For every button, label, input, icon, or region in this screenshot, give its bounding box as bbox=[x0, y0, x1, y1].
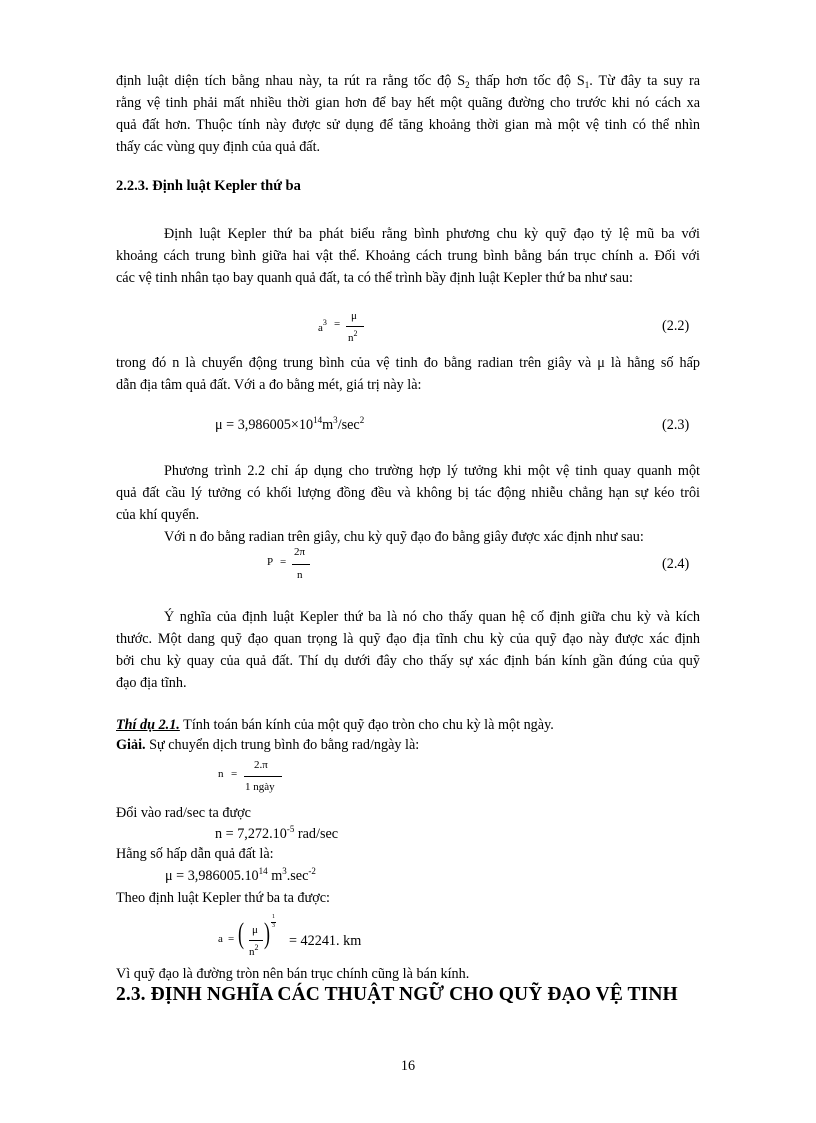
conclusion-text: Vì quỹ đạo là đường tròn nên bán trục chính cũng là bán kính. bbox=[116, 966, 470, 982]
paragraph-1 bbox=[116, 70, 700, 158]
eq22-equals: = bbox=[334, 318, 341, 330]
paragraph-1-line-2: rằng vệ tinh phải mất nhiều thời gian hơn để bay hết một quãng đường cho trước khi nó cách xa bbox=[116, 95, 700, 111]
eq22-number: (2.2) bbox=[662, 318, 690, 334]
paragraph-4-line-3: của khí quyển. bbox=[116, 507, 200, 523]
eqn-fraction-bar bbox=[244, 776, 282, 777]
n-value: $n = 7,272.10^{-5}$ rad/sec bbox=[215, 824, 339, 842]
paragraph-5 bbox=[116, 606, 700, 694]
paragraph-5-line-2: thước. Một dang quỹ đạo quan trọng là quỹ đạo địa tĩnh chu kỳ của quỹ đạo này được xác định bbox=[116, 631, 700, 647]
eqn-denominator: 1 ngày bbox=[245, 781, 275, 793]
page-number: 16 bbox=[400, 1058, 416, 1074]
eq24-numerator: 2π bbox=[294, 546, 306, 558]
section-heading-2-2-3: 2.2.3. Định luật Kepler thứ ba bbox=[116, 178, 301, 194]
eq24-equals: = bbox=[280, 556, 287, 568]
paragraph-4-line-2: quả đất cầu lý tưởng có khối lượng đồng đều và không bị tác động nhiễu chẳng hạn sự kéo trôi bbox=[116, 485, 700, 501]
gravitational-constant-text: Hằng số hấp dẫn quả đất là: bbox=[116, 846, 274, 862]
paragraph-2-line-1: Định luật Kepler thứ ba phát biểu rằng bình phương chu kỳ quỹ đạo tỷ lệ mũ ba với bbox=[164, 226, 700, 242]
paragraph-3 bbox=[116, 352, 700, 396]
paragraph-2-line-2: khoảng cách trung bình giữa hai vật thể. Khoảng cách trung bình bằng bán trục chính a. Đối với bbox=[116, 248, 700, 264]
example-label: Thí dụ 2.1. bbox=[116, 717, 180, 733]
paragraph-1-line-3: quả đất hơn. Thuộc tính này được sử dụng để tăng khoảng thời gian mà một vệ tinh có thể nhìn bbox=[116, 117, 700, 133]
example-title: Thí dụ 2.1. Tính toán bán kính của một quỹ đạo tròn cho chu kỳ là một ngày. bbox=[116, 717, 554, 733]
paragraph-2-line-3: các vệ tinh nhân tạo bay quanh quả đất, ta có thể trình bầy định luật Kepler thứ ba như sau: bbox=[116, 270, 633, 286]
eqn-equals: = bbox=[231, 768, 238, 780]
mu-value: $\mu = 3,986005.10^{14}$ $m^3.\sec^{-2}$ bbox=[165, 866, 316, 884]
eq24-lhs: P bbox=[267, 556, 274, 568]
eqa-lhs: a bbox=[218, 933, 223, 945]
eqn-numerator: 2.π bbox=[254, 759, 268, 771]
eqa-exp-denominator: 3 bbox=[272, 923, 275, 929]
eq24-number: (2.4) bbox=[662, 556, 690, 572]
eq22-denominator: $n^2$ bbox=[348, 329, 358, 344]
eq24-fraction-bar bbox=[292, 564, 310, 565]
eqa-denominator: $n^2$ bbox=[249, 943, 259, 958]
paragraph-5-line-3: bởi chu kỳ quay của quả đất. Thí dụ dưới đây cho thấy sự xác định bán kính gần đúng của quỹ bbox=[116, 653, 700, 669]
solution-line: Giải. Sự chuyển dịch trung bình đo bằng rad/ngày là: bbox=[116, 737, 420, 753]
section-heading-2-3: 2.3. ĐỊNH NGHĨA CÁC THUẬT NGỮ CHO QUỸ ĐẠO VỆ TINH bbox=[116, 984, 678, 1005]
conversion-text: Đổi vào rad/sec ta được bbox=[116, 805, 251, 821]
eq22-lhs: $a^3$ bbox=[318, 318, 327, 334]
eqa-left-paren: ( bbox=[238, 917, 244, 950]
eqa-numerator: μ bbox=[252, 924, 258, 936]
eqa-equals: = bbox=[228, 933, 235, 945]
paragraph-1-line-1: định luật diện tích bằng nhau này, ta rút ra rằng tốc độ $S_2$ thấp hơn tốc độ $S_1$. Từ đây ta suy ra bbox=[116, 73, 701, 90]
paragraph-5-line-1: Ý nghĩa của định luật Kepler thứ ba là nó cho thấy quan hệ cố định giữa chu kỳ và kích bbox=[164, 609, 700, 625]
paragraph-5-line-4: đạo địa tĩnh. bbox=[116, 675, 187, 691]
eqn-lhs: n bbox=[218, 768, 224, 780]
paragraph-4-line-1: Phương trình 2.2 chỉ áp dụng cho trường hợp lý tưởng khi một vệ tinh quay quanh một bbox=[164, 463, 700, 479]
eqa-result: = 42241. km bbox=[289, 933, 362, 949]
eqa-fraction-bar bbox=[249, 940, 263, 941]
eq23-body: $\mu = 3,986005\times 10^{14}m^3/\sec^2$ bbox=[215, 415, 365, 433]
eq23-number: (2.3) bbox=[662, 417, 690, 433]
paragraph-3-line-2: dẫn địa tâm quả đất. Với a đo bằng mét, giá trị này là: bbox=[116, 377, 422, 393]
paragraph-3-line-1: trong đó n là chuyển động trung bình của vệ tinh đo bằng radian trên giây và μ là hằng số hấp bbox=[116, 355, 700, 371]
eqa-right-paren: ) bbox=[264, 917, 270, 950]
paragraph-1-line-4: thấy các vùng quy định của quả đất. bbox=[116, 139, 321, 155]
paragraph-2 bbox=[116, 223, 700, 289]
kepler-text: Theo định luật Kepler thứ ba ta được: bbox=[116, 890, 330, 906]
paragraph-4 bbox=[116, 460, 700, 548]
eq22-numerator: μ bbox=[351, 310, 357, 322]
eq22-fraction-bar bbox=[346, 326, 364, 327]
eqa-exp-numerator: 1 bbox=[272, 914, 275, 920]
solution-label: Giải. bbox=[116, 737, 146, 753]
eq24-denominator: n bbox=[297, 569, 303, 581]
paragraph-4-line-4: Với n đo bằng radian trên giây, chu kỳ quỹ đạo đo bằng giây được xác định như sau: bbox=[164, 529, 644, 545]
